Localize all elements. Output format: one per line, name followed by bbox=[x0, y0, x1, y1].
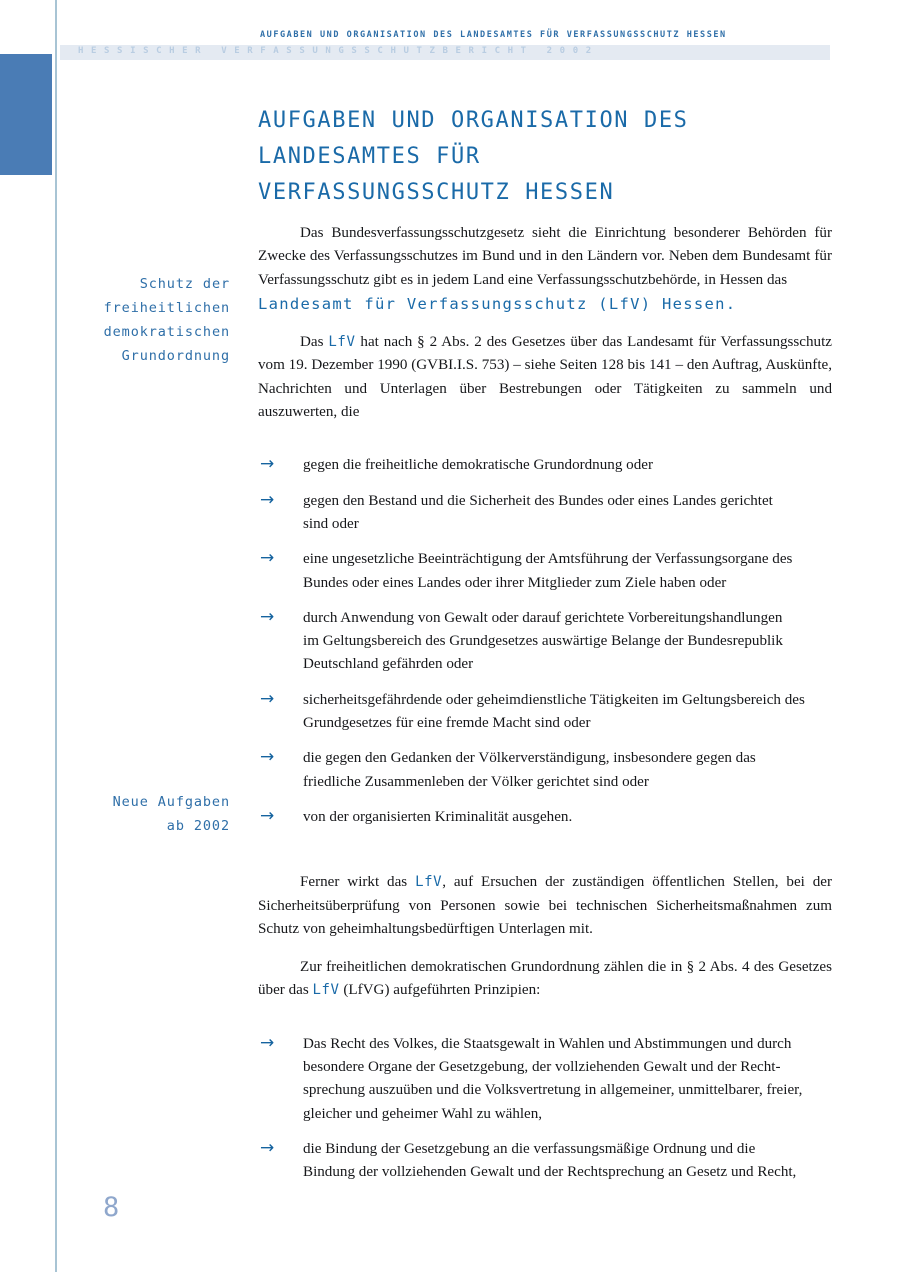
list-item-line: sicherheitsgefährdende oder geheimdienstliche Tätigkeiten im Geltungsbereich des bbox=[303, 691, 805, 708]
paragraph-text: Zur freiheitlichen demokratischen Grundordnung zählen die in § 2 Abs. 4 des Gesetzes über das bbox=[258, 959, 832, 999]
page-title-line-3: VERFASSUNGSSCHUTZ HESSEN bbox=[258, 179, 615, 205]
arrow-right-icon: → bbox=[260, 747, 275, 768]
paragraph-intro bbox=[258, 222, 832, 316]
list-item bbox=[258, 548, 832, 595]
paragraph-text: , auf Ersuchen der zuständigen öffentlichen Stellen, bei der Sicherheitsüberprüfung von Personen sowie bei technischen Sicherheitsmaßnahmen zum Schutz von geheimhaltungsbedürftigen Unterlagen mit. bbox=[258, 874, 833, 937]
page-title bbox=[258, 103, 818, 211]
list-item bbox=[258, 806, 832, 829]
list-item-line: eine ungesetzliche Beeinträchtigung der Amtsführung der Verfassungsorgane des bbox=[303, 551, 793, 568]
list-prinzipien-items bbox=[258, 1033, 832, 1185]
page-title-line-2: LANDESAMTES FÜR bbox=[258, 143, 481, 169]
paragraph-text: Das Bundesverfassungsschutzgesetz sieht die Einrichtung besonderer Behörden für Zwecke des Verfassungsschutzes im Bund und in den Ländern vor. Neben dem Bundesamt für Verfassungsschutz gibt es in jedem Land eine Verfassungsschutzbehörde, in Hessen das bbox=[258, 225, 832, 288]
running-head-chapter: AUFGABEN UND ORGANISATION DES LANDESAMTES FÜR VERFASSUNGSSCHUTZ HESSEN bbox=[260, 30, 727, 40]
list-item-line: gegen den Bestand und die Sicherheit des Bundes oder eines Landes gerichtet bbox=[303, 492, 773, 509]
margin-note-neue-aufgaben bbox=[30, 790, 230, 838]
arrow-right-icon: → bbox=[260, 548, 275, 569]
paragraph-prinzipien bbox=[258, 956, 832, 1003]
vertical-margin-rule bbox=[55, 0, 57, 1272]
arrow-right-icon: → bbox=[260, 1032, 275, 1053]
list-item-line: friedliche Zusammenleben der Völker gerichtet sind oder bbox=[303, 773, 649, 790]
paragraph-ferner bbox=[258, 871, 832, 941]
list-item-line: Bundes oder eines Landes oder ihrer Mitglieder zum Ziele haben oder bbox=[303, 574, 727, 591]
decorative-blue-block bbox=[0, 54, 52, 175]
highlight-lfv: LfV bbox=[312, 982, 340, 999]
list-item-line: sind oder bbox=[303, 515, 359, 532]
list-item bbox=[258, 490, 832, 537]
list-item-line: von der organisierten Kriminalität ausgehen. bbox=[303, 808, 573, 825]
paragraph-text: (LfVG) aufgeführten Prinzipien: bbox=[343, 982, 541, 999]
arrow-right-icon: → bbox=[260, 805, 275, 826]
arrow-right-icon: → bbox=[260, 1137, 275, 1158]
list-item bbox=[258, 747, 832, 794]
list-item-line: sprechung auszuüben und die Volksvertretung in allgemeiner, unmittelbarer, freier, bbox=[303, 1082, 803, 1099]
list-item bbox=[258, 1033, 832, 1126]
list-item-line: gegen die freiheitliche demokratische Grundordnung oder bbox=[303, 457, 653, 474]
margin-note-line: demokratischen bbox=[103, 324, 230, 340]
list-item-line: Grundgesetzes für eine fremde Macht sind oder bbox=[303, 715, 591, 732]
content-column bbox=[258, 222, 832, 1197]
page-title-line-1: AUFGABEN UND ORGANISATION DES bbox=[258, 107, 689, 133]
paragraph-text: Ferner wirkt das bbox=[300, 874, 408, 891]
list-item-line: Das Recht des Volkes, die Staatsgewalt in Wahlen und Abstimmungen und durch bbox=[303, 1035, 792, 1052]
list-item bbox=[258, 689, 832, 736]
list-item-line: die Bindung der Gesetzgebung an die verfassungsmäßige Ordnung und die bbox=[303, 1140, 756, 1157]
paragraph-text: Das bbox=[300, 334, 324, 351]
list-item bbox=[258, 1138, 832, 1185]
list-item-line: durch Anwendung von Gewalt oder darauf gerichtete Vorbereitungshandlungen bbox=[303, 609, 783, 626]
highlight-lfv: LfV bbox=[415, 874, 443, 891]
arrow-right-icon: → bbox=[260, 688, 275, 709]
list-item-line: im Geltungsbereich des Grundgesetzes auswärtige Belange der Bundesrepublik bbox=[303, 633, 783, 650]
margin-note-line: Schutz der bbox=[139, 276, 230, 292]
list-item-line: Bindung der vollziehenden Gewalt und der Rechtsprechung an Gesetz und Recht, bbox=[303, 1164, 797, 1181]
margin-note-line: ab 2002 bbox=[166, 818, 230, 834]
arrow-right-icon: → bbox=[260, 454, 275, 475]
list-item-line: die gegen den Gedanken der Völkerverständigung, insbesondere gegen das bbox=[303, 750, 756, 767]
list-item-line: besondere Organe der Gesetzgebung, der vollziehenden Gewalt und der Recht- bbox=[303, 1059, 781, 1076]
margin-note-line: Grundordnung bbox=[121, 348, 230, 364]
list-item bbox=[258, 454, 832, 477]
list-item-line: Deutschland gefährden oder bbox=[303, 656, 474, 673]
margin-note-line: freiheitlichen bbox=[103, 300, 230, 316]
highlight-lfv-hessen: Landesamt für Verfassungsschutz (LfV) Hessen. bbox=[258, 294, 737, 313]
arrow-right-icon: → bbox=[260, 606, 275, 627]
list-auftrag-items bbox=[258, 454, 832, 829]
paragraph-text: hat nach § 2 Abs. 2 des Gesetzes über das Landesamt für Verfassungsschutz vom 19. Dezember 1990 (GVBI.I.S. 753) – siehe Seiten 128 bis 141 – den Auftrag, Auskünfte, Nachrichten und Unterlagen über Bestrebungen oder Tätigkeiten zu sammeln und auszuwerten, die bbox=[258, 334, 832, 421]
list-item-line: gleicher und geheimer Wahl zu wählen, bbox=[303, 1105, 543, 1122]
margin-note-schutz bbox=[30, 272, 230, 368]
running-head-report-title: HESSISCHER VERFASSUNGSSCHUTZBERICHT 2002 bbox=[78, 46, 599, 56]
highlight-lfv: LfV bbox=[328, 334, 356, 351]
paragraph-auftrag bbox=[258, 331, 832, 424]
margin-note-line: Neue Aufgaben bbox=[112, 794, 230, 810]
arrow-right-icon: → bbox=[260, 489, 275, 510]
list-item bbox=[258, 607, 832, 677]
page-number: 8 bbox=[103, 1192, 121, 1223]
